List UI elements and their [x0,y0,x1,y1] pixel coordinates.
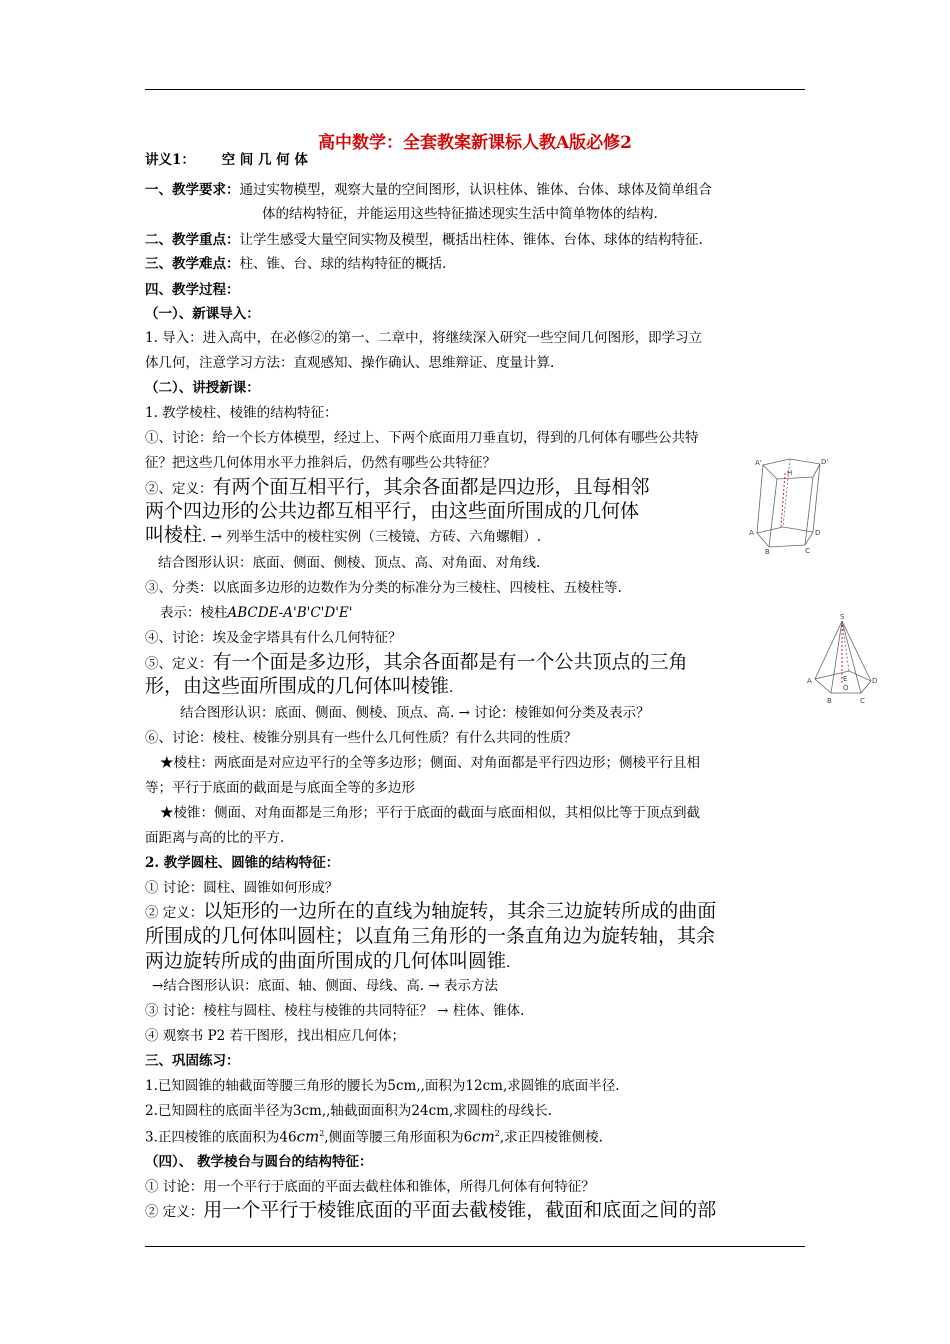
diff-label: 三、教学难点： [145,256,240,272]
s2-disc3: ⑥、讨论：棱柱、棱锥分别具有一些什么几何性质？有什么共同的性质？ [145,730,577,746]
s2-def1-line-c [145,523,541,547]
def1-text-d: . → 列举生活中的棱柱实例（三棱镜、方砖、六角螺帽）. [202,529,541,545]
s2-recog2: 结合图形认识：底面、侧面、侧棱、顶点、高. → 讨论：棱锥如何分类及表示？ [180,705,650,721]
req-line-2 [262,204,658,224]
lecture-topic: 空 间 几 何 体 [221,152,308,168]
pyramid-label-a: A [807,677,812,685]
s2-notation [160,603,352,623]
key-line [145,230,703,250]
s2-def1-line-b: 两个四边形的公共边都互相平行，由这些面所围成的几何体 [145,500,640,522]
prism-label-b: B [765,548,770,556]
s2-disc1a: ①、讨论：给一个长方体模型，经过上、下两个底面用刀垂直切，得到的几何体有哪些公共特 [145,430,699,446]
prism-label-c: C [805,547,810,555]
prism-label-d: D [815,529,821,537]
s4-disc: ① 讨论：用一个平行于底面的平面去截柱体和锥体，所得几何体有何特征？ [145,1179,595,1195]
s2-recog1: 结合图形认识：底面、侧面、侧棱、顶点、高、对角面、对角线. [158,555,541,571]
pyramid-label-o: O [843,684,849,692]
def1-text-a: 有两个面互相平行，其余各面都是四边形，且每相邻 [212,476,650,498]
s3-def-line-b: 所围成的几何体叫圆柱；以直角三角形的一条直角边为旋转轴，其余 [145,925,716,947]
practice-2: 2.已知圆柱的底面半径为3cm,,轴截面面积为24cm,求圆柱的母线长. [145,1103,553,1119]
practice-1: 1.已知圆锥的轴截面等腰三角形的腰长为5cm,,面积为12cm,求圆锥的底面半径. [145,1078,620,1094]
req-line-1 [145,180,712,200]
s2-prism-a: ★棱柱：两底面是对应边平行的全等多边形；侧面、对角面都是平行四边形；侧棱平行且相 [160,755,700,771]
p3-part-a: 3.正四棱锥的底面积为46 [145,1129,297,1146]
p3-part-b: ,侧面等腰三角形面积为6 [324,1129,473,1146]
s2-heading: （二）、讲授新课： [145,380,260,396]
lecture-line [145,150,308,170]
pyramid-label-s: S [840,613,845,621]
s2-pyr-b: 面距离与高的比的平方. [145,830,285,846]
s3-recog: →结合图形认识：底面、轴、侧面、母线、高. → 表示方法 [152,978,498,994]
pyramid-figure [805,613,880,708]
s1-line-2: 体几何，注意学习方法：直观感知、操作确认、思维辩证、度量计算. [145,355,555,371]
prism-label-a1: A' [755,459,762,467]
bottom-rule [145,1246,805,1247]
prism-label-h: H [787,469,793,477]
s2-def2-line-a [145,650,688,674]
notation-label: 表示：棱柱 [160,605,228,621]
p3-unit-2: cm [472,1127,495,1146]
practice-3: 3.正四棱锥的底面积为$46cm^2$,侧面等腰三角形面积为$6cm^2$,求正四棱锥侧棱. [145,1127,603,1146]
pyramid-label-e: E [843,675,848,683]
s3-def-line-c: 两边旋转所成的曲面所围成的几何体叫圆锥. [145,950,511,972]
prism-figure [745,455,827,555]
pyramid-label-d: D [872,677,878,685]
pyramid-label-b: B [827,697,832,705]
def1-prefix: ②、定义： [145,481,213,497]
s3-def-a: 以矩形的一边所在的直线为轴旋转，其余三边旋转所成的曲面 [203,900,717,922]
diff-line [145,254,446,274]
practice-heading: 三、巩固练习： [145,1053,240,1069]
s4-def-a: 用一个平行于棱锥底面的平面去截棱锥，截面和底面之间的部 [203,1199,717,1221]
s3-def-prefix: ② 定义： [145,905,204,921]
key-text: 让学生感受大量空间实物及模型，概括出柱体、锥体、台体、球体的结构特征. [239,232,703,248]
s2-prism-b: 等；平行于底面的截面是与底面全等的多边形 [145,780,415,796]
s3-observe: ④ 观察书 P2 若干图形，找出相应几何体； [145,1028,406,1044]
def1-text-c: 叫棱柱 [145,524,203,546]
s4-def-line [145,1198,716,1222]
s2-def1-line-a [145,475,650,499]
s2-disc1b: 征？把这些几何体用水平力推斜后，仍然有哪些公共特征？ [145,455,496,471]
s2-def2-line-b: 形，由这些面所围成的几何体叫棱锥. [145,675,454,697]
s2-t1: 1. 教学棱柱、棱锥的结构特征： [145,405,338,421]
diff-text: 柱、锥、台、球的结构特征的概括. [239,256,447,272]
s3-def-line-a [145,899,716,923]
s4-heading: （四）、 教学棱台与圆台的结构特征： [145,1154,373,1170]
def2-text-b: 形，由这些面所围成的几何体叫棱锥 [145,675,450,697]
top-rule [145,89,805,90]
s1-line-1: 1. 导入：进入高中，在必修②的第一、二章中，将继续深入研究一些空间几何图形，即学习立 [145,330,703,346]
req-text-1: 通过实物模型，观察大量的空间图形，认识柱体、锥体、台体、球体及简单组合 [239,182,712,198]
s2-pyr-a: ★棱锥：侧面、对角面都是三角形；平行于底面的截面与底面相似，其相似比等于顶点到截 [160,805,700,821]
s3-disc: ① 讨论：圆柱、圆锥如何形成？ [145,880,339,896]
page-title: 高中数学：全套教案新课标人教A版必修2 [317,133,633,153]
lecture-label: 讲义1： [145,152,195,168]
def2-prefix: ⑤、定义： [145,656,213,672]
process-heading: 四、教学过程： [145,282,240,298]
prism-label-a: A [749,529,754,537]
req-text-2: 体的结构特征，并能运用这些特征描述现实生活中简单物体的结构. [262,206,658,222]
key-label: 二、教学重点： [145,232,240,248]
notation-value: ABCDE-A'B'C'D'E' [227,605,353,621]
p3-unit-1: cm [296,1127,320,1146]
req-label: 一、教学要求： [145,182,240,198]
s3-disc2: ③ 讨论：棱柱与圆柱、棱柱与棱锥的共同特征？ → 柱体、锥体. [145,1003,525,1019]
s1-heading: （一）、新课导入： [145,306,260,322]
p3-part-c: ,求正四棱锥侧棱. [499,1129,603,1146]
s4-def-prefix: ② 定义： [145,1204,204,1220]
s2-classify: ③、分类：以底面多边形的边数作为分类的标准分为三棱柱、四棱柱、五棱柱等. [145,580,622,596]
s3-heading: 2. 教学圆柱、圆锥的结构特征： [145,855,340,871]
pyramid-label-c: C [860,697,865,705]
s2-disc2: ④、讨论：埃及金字塔具有什么几何特征？ [145,630,402,646]
s3-def-c: 两边旋转所成的曲面所围成的几何体叫圆锥 [145,950,507,972]
prism-label-d1: D' [821,458,829,466]
def2-text-a: 有一个面是多边形，其余各面都是有一个公共顶点的三角 [212,651,688,673]
